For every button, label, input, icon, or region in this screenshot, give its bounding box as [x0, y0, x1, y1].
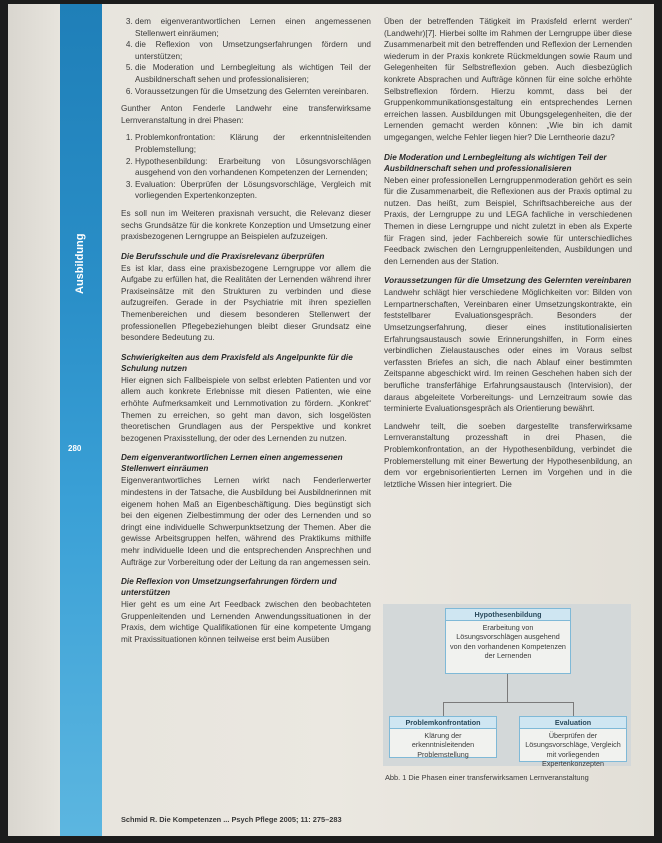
paragraph: Gunther Anton Fenderle Landwehr eine transferwirksame Lernveranstaltung in drei Phasen:	[121, 104, 371, 125]
section-heading: Die Moderation und Lernbegleitung als wichtigen Teil der Ausbildnerschaft sehen und professionalisieren	[384, 152, 607, 173]
footer-citation: Schmid R. Die Kompetenzen ... Psych Pflege 2005; 11: 275–283	[121, 815, 342, 824]
problem-text: Klärung der erkenntnisleitenden Problemstellung	[411, 731, 475, 759]
paragraph: Hier eignen sich Fallbeispiele von selbst erlebten Patienten und vor allem auch konkrete Erlebnisse mit diesen Patienten, wie eine erhöhte Aufmerksamkeit und Lernmotivation zu fördern. „Konkret“ Themen zu erreichen, so geht man davon, sich losgelösten theoretischen Grundlagen aus der Perspektive und konkret bezogenen Praxisstellung, der oder des Lernenden zu nutzen.	[121, 375, 371, 443]
connector-line	[443, 702, 444, 716]
list-item: 2. Hypothesenbildung: Erarbeitung von Lösungsvorschlägen ausgehend von den vorhandenen Kompetenzen der Lernenden;	[135, 156, 371, 179]
section-heading: Die Reflexion von Umsetzungserfahrungen fördern und unterstützen	[121, 577, 337, 598]
paragraph: Es soll nun im Weiteren praxisnah versucht, die Relevanz dieser sechs Grundsätze für die konkrete Konzeption und Umsetzung einer praxisbezogenen Lerngruppe an Beispielen aufzuzeigen.	[121, 208, 371, 242]
principles-list	[121, 16, 371, 97]
section-heading: Die Berufsschule und die Praxisrelevanz überprüfen	[121, 251, 325, 261]
right-column	[384, 16, 632, 496]
section-heading: Dem eigenverantwortlichen Lernen einen angemessenen Stellenwert einräumen	[121, 453, 343, 474]
evaluation-title: Evaluation	[520, 717, 626, 729]
section-heading: Voraussetzungen für die Umsetzung des Gelernten vereinbaren	[384, 276, 632, 286]
section-sidebar	[60, 4, 102, 836]
paragraph: Landwehr schlägt hier verschiedene Möglichkeiten vor: Bilden von Lernpartnerschaften, Vereinbaren einer Umsetzungskontrakte, ein feststellbarer Evaluationsgespräch. Besonders der Umsetzungserfahrung, dieser eines institutionalisierten Erfahrungsaustausch sowie Erinnerungshilfen, in Form eines verbindlichen Zielaustausches oder eines im Voraus selbst verfassten Briefes an sich, die nach Ablauf einer bestimmten Zeitspanne abgeschickt wird. Im reinen Geschehen haben sich der berufliche transferfähige Erfahrungsaustausch (Intervision), der daraus abgeleitete Vorbereitungs- und Lernzeitraum sowie das terminierte Evaluationsgespräch als Orientierung bewährt.	[384, 288, 632, 414]
phases-diagram	[383, 604, 631, 766]
phases-list	[121, 132, 371, 202]
connector-line	[573, 702, 574, 716]
list-item: 3. Evaluation: Überprüfen der Lösungsvorschläge, Vergleich mit vorliegenden Expertenkonzepten.	[135, 179, 371, 202]
paragraph: Üben der betreffenden Tätigkeit im Praxisfeld erlernt werden“ (Landwehr)[7]. Hierbei sollte im Rahmen der Lerngruppe über diese Zusammenarbeit mit den betreffenden und Reflexion der Lernenden wiederum in der Praxis konkrete Rückmeldungen sowie Raum und Gelegenheiten für Selbstreflexion geben. Auch diesbezüglich konkrete Absprachen und Aufträge können für eine solche erhöhte Selbstreflexion fördern. Hierzu kommt, dass bei der Gruppenkommunikationsgestaltung ein entsprechendes Lernen erreichen lassen. Ausbildungen mit Übungsgelegenheiten, die der Lernenden gemacht werden können: „Wie bin ich damit umgegangen, welche Fehler liegen hier? Die Lerntheorie dazu?	[384, 17, 632, 142]
list-item: 6. Voraussetzungen für die Umsetzung des Gelernten vereinbaren.	[135, 86, 371, 98]
list-item: 3. dem eigenverantwortlichen Lernen einen angemessenen Stellenwert einräumen;	[135, 16, 371, 39]
connector-line	[443, 702, 573, 703]
section-label: Ausbildung	[74, 233, 86, 295]
connector-line	[507, 672, 508, 702]
list-item: 1. Problemkonfrontation: Klärung der erkenntnisleitenden Problemstellung;	[135, 132, 371, 155]
evaluation-text: Überprüfen der Lösungsvorschläge, Vergleich mit vorliegenden Expertenkonzepten	[525, 731, 621, 768]
problem-box	[389, 716, 497, 758]
journal-page	[8, 4, 654, 836]
problem-title: Problemkonfrontation	[390, 717, 496, 729]
paragraph: Neben einer professionellen Lerngruppenmoderation gehört es sein für die Zusammenarbeit, die Reflexionen aus der Praxis optimal zu nutzen. Das heißt, zum Beispiel, Schriftsachbereiche aus der Praxis, der Lerngruppe zu und LEGA fachliche in verschiedenen Themen in diese Lerngruppe und nicht zuletzt in eben als Experte für Fragen sind, jeder Fachbereich sowie für unterschiedliches Feedback zwischen den Lerngruppenleitenden, Ausbildungen und den Lernenden aus der Station.	[384, 175, 632, 266]
page-number: 280	[68, 444, 82, 453]
figure-caption: Abb. 1 Die Phasen einer transferwirksamen Lernveranstaltung	[385, 773, 589, 782]
hypothesis-box	[445, 608, 571, 674]
paragraph: Hier geht es um eine Art Feedback zwischen den beobachteten Gruppenleitenden und Lernenden Anwendungssituationen in der Praxis, dem wichtige Qualifikationen für eine kompetente Umgang mit Praxissituationen können teilweise erst beim Ausüben	[121, 600, 371, 644]
paragraph: Eigenverantwortliches Lernen wirkt nach Fenderlerwerter mindestens in der Tatsache, die Ausbildung bei Ausbildnerinnen mit eigenem hohen Maß an Eigenbeschäftigung. Dies begünstigt sich bei den eigenen Zielbestimmung der oder des Lernenden und so dringt eine individuelle Schwerpunktsetzung der Themen. Aber die gewisse Arbeitsgruppen helfen, während des Praktikums mithilfe mehr individuelle Ideen und die entsprechenden Ansprechhen und Aufträge zur Vorbereitung oder der Leitung da ran angemessen sein.	[121, 476, 371, 567]
hypothesis-title: Hypothesenbildung	[446, 609, 570, 621]
evaluation-box	[519, 716, 627, 768]
hypothesis-text: Erarbeitung von Lösungsvorschlägen ausgehend von den vorhandenen Kompetenzen der Lernenden	[450, 623, 566, 660]
paragraph: Es ist klar, dass eine praxisbezogene Lerngruppe vor allem die Aufgabe zu erfüllen hat, die Realitäten der Lernenden während ihrer Praxiseinsätze mit den Strukturen zu verbinden und diese aufzugreifen. Gerade in der Psychiatrie mit ihren speziellen Themenbereichen und diesem besonderen Stellenwert der professionellen Pflegebeziehungen bleibt dieser Grundsatz eine besondere Bedeutung zu.	[121, 263, 371, 343]
list-item: 4. die Reflexion von Umsetzungserfahrungen fördern und unterstützen;	[135, 39, 371, 62]
left-column	[121, 16, 371, 652]
paragraph: Landwehr teilt, die soeben dargestellte transferwirksame Lernveranstaltung prozesshaft in drei Phasen, die Problemkonfrontation, an der Hypothesenbildung, verbindet die Problemerstellung mit einer Bewertung der Hypothesenbildung, an dem vor ergebnisorientierten Lernen im Vorgehen und in die letztliche Wissen hier integriert. Die	[384, 421, 632, 489]
list-item: 5. die Moderation und Lernbegleitung als wichtigen Teil der Ausbildnerschaft sehen und professionalisieren;	[135, 62, 371, 85]
section-heading: Schwierigkeiten aus dem Praxisfeld als Angelpunkte für die Schulung nutzen	[121, 352, 353, 373]
